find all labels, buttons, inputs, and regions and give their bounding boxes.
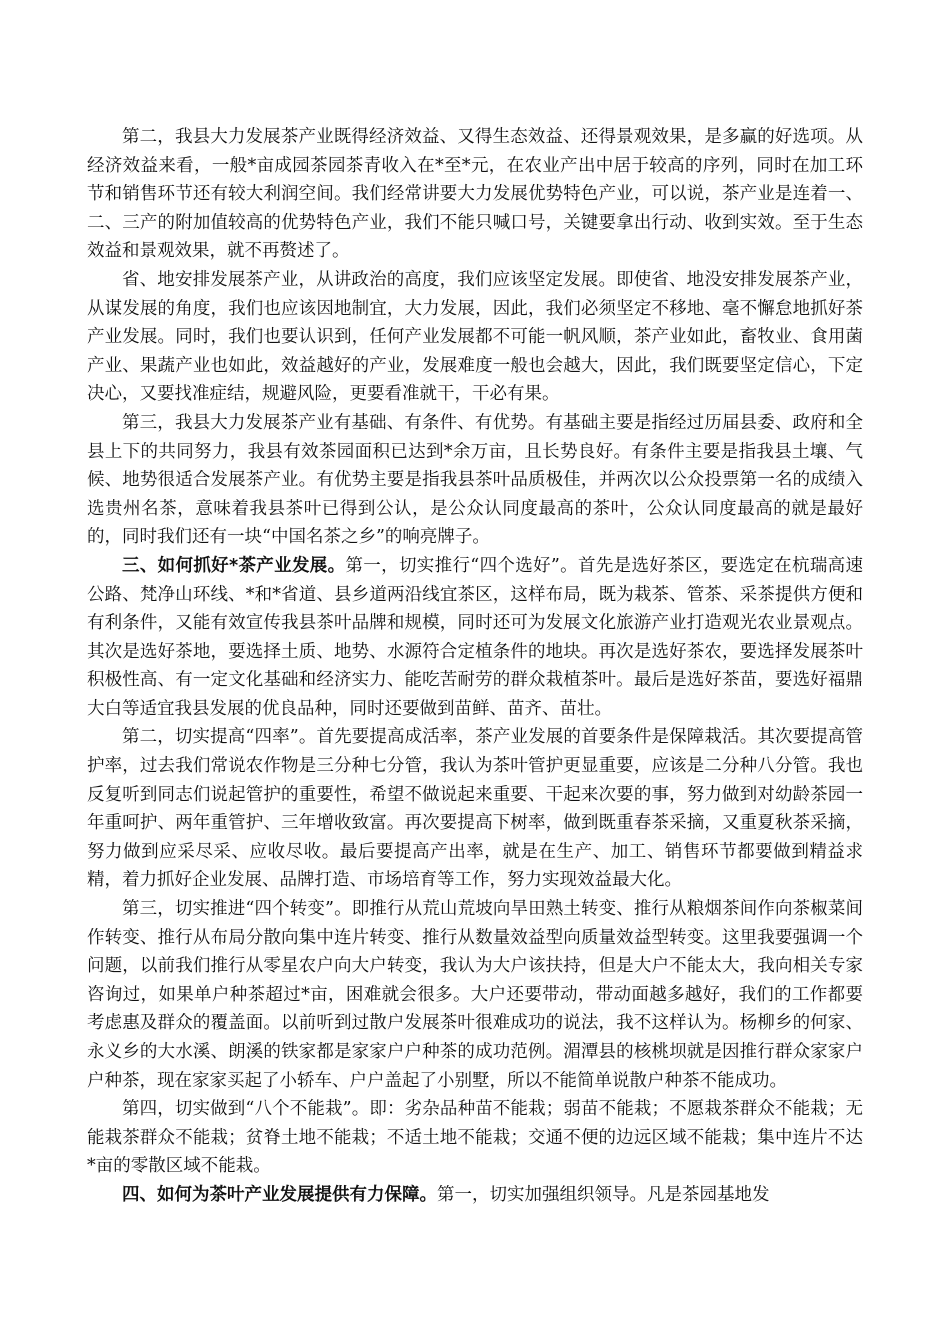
paragraph-text: 第一，切实加强组织领导。凡是茶园基地发 bbox=[437, 1184, 770, 1205]
paragraph-four-transformations bbox=[87, 895, 863, 1095]
paragraph-text: 第四，切实做到“八个不能栽”。即：劣杂品种苗不能栽；弱苗不能栽；不愿栽茶群众不能栽；无能栽茶群众不能栽；贫脊土地不能栽；不适土地不能栽；交通不便的边远区域不能栽；集中连片不达*亩的零散区域不能栽。 bbox=[87, 1099, 863, 1177]
section-heading-three: 三、如何抓好*茶产业发展。 bbox=[122, 555, 346, 576]
paragraph-text: 省、地安排发展茶产业，从讲政治的高度，我们应该坚定发展。即使省、地没安排发展茶产业，从谋发展的角度，我们也应该因地制宜，大力发展，因此，我们必须坚定不移地、毫不懈怠地抓好茶产业发展。同时，我们也要认识到，任何产业发展都不可能一帆风顺，茶产业如此，畜牧业、食用菌产业、果蔬产业也如此，效益越好的产业，发展难度一般也会越大，因此，我们既要坚定信心，下定决心，又要找准症结，规避风险，更要看准就干，干必有果。 bbox=[87, 269, 863, 405]
paragraph-text: 第一，切实推行“四个选好”。首先是选好茶区，要选定在杭瑞高速公路、梵净山环线、*和*省道、县乡道两沿线宜茶区，这样布局，既为栽茶、管茶、采茶提供方便和有利条件，又能有效宣传我县茶叶品牌和规模，同时还可为发展文化旅游产业打造观光农业景观点。其次是选好茶地，要选择土质、地势、水源符合定植条件的地块。再次是选好茶农，要选择发展茶叶积极性高、有一定文化基础和经济实力、能吃苦耐劳的群众栽植茶叶。最后是选好茶苗，要选好福鼎大白等适宜我县发展的优良品种，同时还要做到苗鲜、苗齐、苗壮。 bbox=[87, 555, 863, 719]
paragraph-text: 第三，我县大力发展茶产业有基础、有条件、有优势。有基础主要是指经过历届县委、政府和全县上下的共同努力，我县有效茶园面积已达到*余万亩，且长势良好。有条件主要是指我县土壤、气候、地势很适合发展茶产业。有优势主要是指我县茶叶品质极佳，并两次以公众投票第一名的成绩入选贵州名茶，意味着我县茶叶已得到公认，是公众认同度最高的茶叶，公众认同度最高的就是最好的，同时我们还有一块“中国名茶之乡”的响亮牌子。 bbox=[87, 412, 863, 548]
paragraph-section-three bbox=[87, 552, 863, 724]
paragraph-text: 第二，切实提高“四率”。首先要提高成活率，茶产业发展的首要条件是保障栽活。其次要提高管护率，过去我们常说农作物是三分种七分管，我认为茶叶管护更显重要，应该是二分种八分管。我也反复听到同志们说起管护的重要性，希望不做说起来重要、干起来次要的事，努力做到对幼龄茶园一年重呵护、两年重管护、三年增收致富。再次要提高下树率，做到既重春茶采摘，又重夏秋茶采摘，努力做到应采尽采、应收尽收。最后要提高产出率，就是在生产、加工、销售环节都要做到精益求精，着力抓好企业发展、品牌打造、市场培育等工作，努力实现效益最大化。 bbox=[87, 727, 863, 891]
paragraph-section-four bbox=[87, 1181, 863, 1210]
document-body bbox=[87, 123, 863, 1210]
paragraph-economic-benefit bbox=[87, 123, 863, 266]
paragraph-eight-cannot-plant bbox=[87, 1095, 863, 1181]
paragraph-text: 第三，切实推进“四个转变”。即推行从荒山荒坡向旱田熟土转变、推行从粮烟茶间作向茶椒菜间作转变、推行从布局分散向集中连片转变、推行从数量效益型向质量效益型转变。这里我要强调一个问题，以前我们推行从零星农户向大户转变，我认为大户该扶持，但是大户不能太大，我向相关专家咨询过，如果单户种茶超过*亩，困难就会很多。大户还要带动，带动面越多越好，我们的工作都要考虑惠及群众的覆盖面。以前听到过散户发展茶叶很难成功的说法，我不这样认为。杨柳乡的何家、永义乡的大水溪、朗溪的铁家都是家家户户种茶的成功范例。湄潭县的核桃坝就是因推行群众家家户户种茶，现在家家买起了小轿车、户户盖起了小别墅，所以不能简单说散户种茶不能成功。 bbox=[87, 899, 863, 1091]
paragraph-foundation-advantage bbox=[87, 409, 863, 552]
paragraph-four-rates bbox=[87, 723, 863, 895]
section-heading-four: 四、如何为茶叶产业发展提供有力保障。 bbox=[122, 1184, 437, 1205]
paragraph-province-arrangement bbox=[87, 266, 863, 409]
paragraph-text: 第二，我县大力发展茶产业既得经济效益、又得生态效益、还得景观效果，是多赢的好选项。从经济效益来看，一般*亩成园茶园茶青收入在*至*元，在农业产出中居于较高的序列，同时在加工环节和销售环节还有较大利润空间。我们经常讲要大力发展优势特色产业，可以说，茶产业是连着一、二、三产的附加值较高的优势特色产业，我们不能只喊口号，关键要拿出行动、收到实效。至于生态效益和景观效果，就不再赘述了。 bbox=[87, 127, 863, 262]
